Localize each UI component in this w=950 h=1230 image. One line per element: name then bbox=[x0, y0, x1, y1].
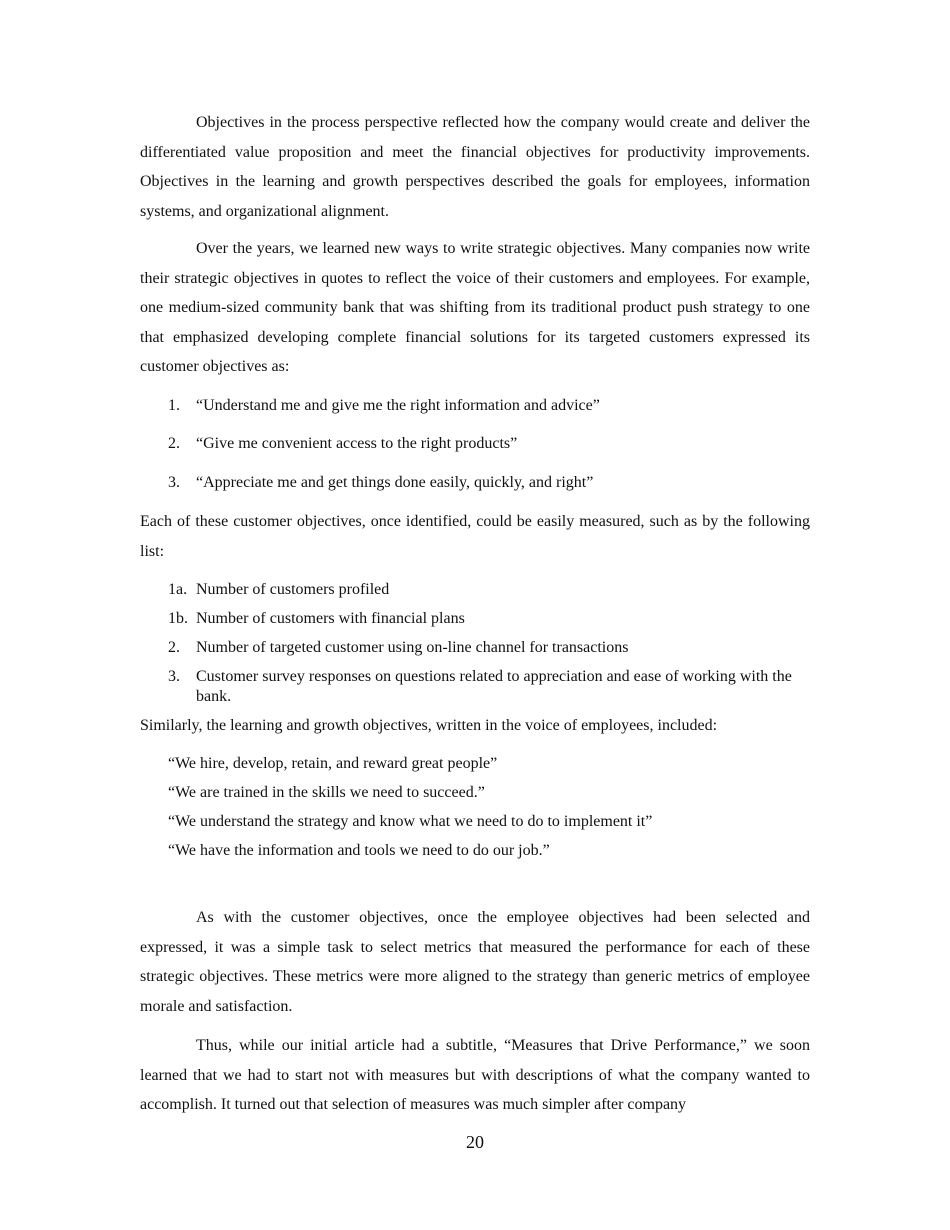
list-number: 1. bbox=[168, 397, 180, 414]
list-number: 1b. bbox=[168, 610, 188, 627]
employee-objective: “We understand the strategy and know what we need to do to implement it” bbox=[168, 813, 653, 830]
list-text: Customer survey responses on questions related to appreciation and ease of working with the bank. bbox=[196, 668, 792, 705]
list-item bbox=[168, 434, 810, 454]
list-number: 3. bbox=[168, 668, 180, 685]
employee-objective: “We are trained in the skills we need to succeed.” bbox=[168, 784, 485, 801]
list-text: “Appreciate me and get things done easily, quickly, and right” bbox=[196, 474, 594, 491]
list-item bbox=[168, 638, 810, 658]
list-text: “Give me convenient access to the right products” bbox=[196, 435, 518, 452]
list-item bbox=[168, 473, 810, 493]
list-text: Number of targeted customer using on-line channel for transactions bbox=[196, 639, 629, 656]
list-number: 3. bbox=[168, 474, 180, 491]
employee-objective: “We hire, develop, retain, and reward great people” bbox=[168, 755, 498, 772]
list-item bbox=[168, 396, 810, 416]
paragraph-measures-drive-performance: Thus, while our initial article had a subtitle, “Measures that Drive Performance,” we soon learned that we had to start not with measures but with descriptions of what the company wanted to accomplish. It turned out that selection of measures was much simpler after company bbox=[140, 1037, 810, 1113]
list-text: “Understand me and give me the right information and advice” bbox=[196, 397, 600, 414]
paragraph-strategic-objectives: Over the years, we learned new ways to write strategic objectives. Many companies now write their strategic objectives in quotes to reflect the voice of their customers and employees. For example, one medium-sized community bank that was shifting from its traditional product push strategy to one that emphasized developing complete financial solutions for its targeted customers expressed its customer objectives as: bbox=[140, 240, 810, 375]
list-item bbox=[168, 667, 810, 707]
paragraph-employee-metrics: As with the customer objectives, once the employee objectives had been selected and expressed, it was a simple task to select metrics that measured the performance for each of these strategic objectives. These metrics were more aligned to the strategy than generic metrics of employee morale and satisfaction. bbox=[140, 909, 810, 1015]
list-text: Number of customers profiled bbox=[196, 581, 390, 598]
list-number: 2. bbox=[168, 435, 180, 452]
page-number: 20 bbox=[466, 1132, 484, 1152]
list-number: 1a. bbox=[168, 581, 188, 598]
list-number: 2. bbox=[168, 639, 180, 656]
list-text: Number of customers with financial plans bbox=[196, 610, 465, 627]
list-item bbox=[168, 580, 810, 600]
employee-objective: “We have the information and tools we need to do our job.” bbox=[168, 842, 550, 859]
paragraph-learning-growth: Similarly, the learning and growth objectives, written in the voice of employees, included: bbox=[140, 717, 718, 734]
list-item bbox=[168, 609, 810, 629]
paragraph-measurement: Each of these customer objectives, once identified, could be easily measured, such as by the following list: bbox=[140, 513, 810, 560]
paragraph-process-perspective: Objectives in the process perspective reflected how the company would create and deliver the differentiated value proposition and meet the financial objectives for productivity improvements. Objectives in the learning and growth perspectives described the goals for employees, information systems, and organizational alignment. bbox=[140, 114, 810, 220]
